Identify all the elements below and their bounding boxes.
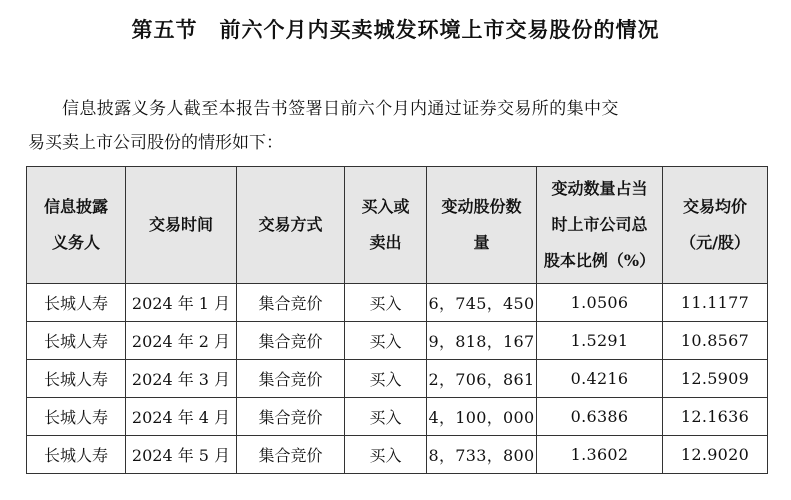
cell-discloser: 长城人寿 [27, 436, 126, 474]
cell-trade-time: 2024 年 4 月 [126, 398, 237, 436]
intro-line-1: 信息披露义务人截至本报告书签署日前六个月内通过证券交易所的集中交 [62, 99, 619, 119]
cell-trade-time: 2024 年 2 月 [126, 322, 237, 360]
cell-trade-time: 2024 年 3 月 [126, 360, 237, 398]
intro-paragraph [28, 92, 768, 160]
cell-buy-sell: 买入 [345, 436, 427, 474]
cell-avg-price: 12.1636 [663, 398, 768, 436]
cell-trade-method: 集合竞价 [237, 284, 345, 322]
table-row [27, 322, 768, 360]
cell-ratio: 1.3602 [537, 436, 663, 474]
cell-discloser: 长城人寿 [27, 284, 126, 322]
table-row [27, 284, 768, 322]
trade-table [26, 166, 768, 474]
cell-buy-sell: 买入 [345, 322, 427, 360]
header-avg-price: 交易均价 （元/股） [663, 167, 768, 284]
header-trade-method: 交易方式 [237, 167, 345, 284]
cell-buy-sell: 买入 [345, 284, 427, 322]
cell-trade-method: 集合竞价 [237, 322, 345, 360]
table-row [27, 398, 768, 436]
cell-trade-method: 集合竞价 [237, 360, 345, 398]
cell-buy-sell: 买入 [345, 360, 427, 398]
cell-avg-price: 11.1177 [663, 284, 768, 322]
cell-share-change: 4，100，000 [427, 398, 537, 436]
cell-discloser: 长城人寿 [27, 398, 126, 436]
cell-buy-sell: 买入 [345, 398, 427, 436]
cell-ratio: 1.5291 [537, 322, 663, 360]
header-buy-sell: 买入或 卖出 [345, 167, 427, 284]
cell-share-change: 2，706，861 [427, 360, 537, 398]
cell-share-change: 6，745，450 [427, 284, 537, 322]
header-discloser: 信息披露 义务人 [27, 167, 126, 284]
cell-discloser: 长城人寿 [27, 360, 126, 398]
cell-trade-time: 2024 年 5 月 [126, 436, 237, 474]
cell-ratio: 1.0506 [537, 284, 663, 322]
cell-discloser: 长城人寿 [27, 322, 126, 360]
cell-share-change: 9，818，167 [427, 322, 537, 360]
cell-trade-time: 2024 年 1 月 [126, 284, 237, 322]
header-trade-time: 交易时间 [126, 167, 237, 284]
table-row [27, 436, 768, 474]
cell-avg-price: 12.9020 [663, 436, 768, 474]
cell-avg-price: 12.5909 [663, 360, 768, 398]
cell-trade-method: 集合竞价 [237, 398, 345, 436]
header-share-change: 变动股份数 量 [427, 167, 537, 284]
table-row [27, 360, 768, 398]
cell-ratio: 0.6386 [537, 398, 663, 436]
cell-ratio: 0.4216 [537, 360, 663, 398]
cell-avg-price: 10.8567 [663, 322, 768, 360]
cell-share-change: 8，733，800 [427, 436, 537, 474]
table-header-row [27, 167, 768, 284]
intro-line-2: 易买卖上市公司股份的情形如下： [28, 133, 283, 153]
section-title: 第五节 前六个月内买卖城发环境上市交易股份的情况 [131, 17, 660, 42]
header-ratio: 变动数量占当 时上市公司总 股本比例（%） [537, 167, 663, 284]
cell-trade-method: 集合竞价 [237, 436, 345, 474]
